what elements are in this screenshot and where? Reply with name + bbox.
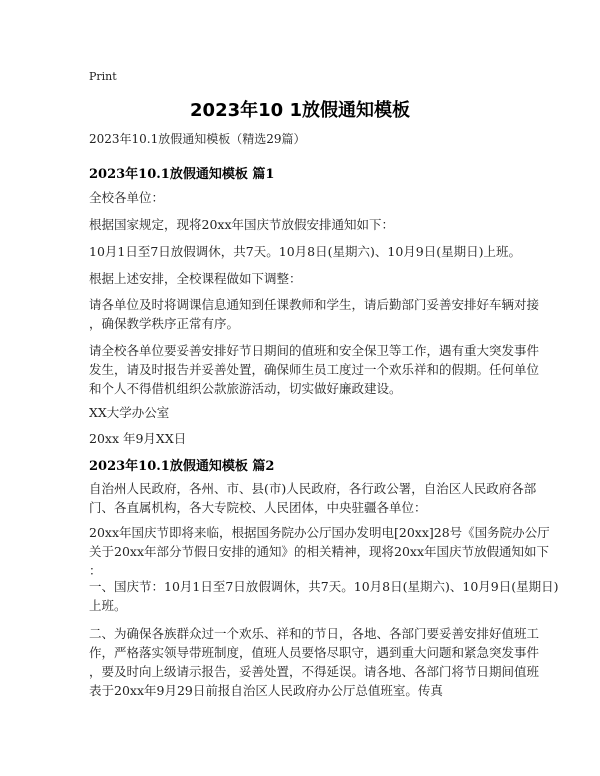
text-line: 请各单位及时将调课信息通知到任课教师和学生，请后勤部门妥善安排好车辆对接 — [89, 297, 540, 312]
document-subtitle: 2023年10.1放假通知模板（精选29篇） — [89, 132, 306, 146]
section-1-salutation: 全校各单位： — [89, 190, 165, 205]
section-1-paragraph-5 — [89, 295, 540, 333]
section-1-date: 20xx 年9月XX日 — [89, 431, 187, 446]
text-line: 上班。 — [89, 598, 127, 613]
text-line: 和个人不得借机组织公款旅游活动，切实做好廉政建设。 — [89, 381, 402, 396]
section-1-signature: XX大学办公室 — [89, 405, 170, 420]
text-line: ： — [89, 563, 102, 578]
text-line: 关于20xx年部分节假日安排的通知》的相关精神，现将20xx年国庆节放假通知如下 — [89, 544, 550, 559]
text-line: 自治州人民政府，各州、市、县(市)人民政府，各行政公署，自治区人民政府各部 — [89, 481, 537, 496]
text-line: 请全校各单位要妥善安排好节日期间的值班和安全保卫等工作，遇有重大突发事件 — [89, 343, 540, 358]
section-1-heading: 2023年10.1放假通知模板 篇1 — [89, 167, 275, 182]
section-1-paragraph-3: 10月1日至7日放假调休，共7天。10月8日(星期六)、10月9日(星期日)上班。 — [89, 244, 521, 259]
text-line: ，要及时向上级请示报告，妥善处置，不得延误。请各地、各部门将节日期间值班 — [89, 664, 540, 679]
section-2-paragraph-4 — [89, 624, 540, 700]
section-1-paragraph-6 — [89, 341, 540, 398]
text-line: 门、各直属机构，各大专院校、人民团体，中央驻疆各单位： — [89, 500, 427, 515]
print-label[interactable]: Print — [89, 70, 117, 83]
section-2-paragraph-3 — [89, 577, 559, 615]
document-title: 2023年10 1放假通知模板 — [190, 100, 410, 121]
text-line: 发生，请及时报告并妥善处置，确保师生员工度过一个欢乐祥和的假期。任何单位 — [89, 362, 540, 377]
text-line: ，确保教学秩序正常有序。 — [89, 316, 240, 331]
section-2-heading: 2023年10.1放假通知模板 篇2 — [89, 459, 275, 474]
section-2-paragraph-2 — [89, 523, 550, 580]
text-line: 20xx年国庆节即将来临，根据国务院办公厅国办发明电[20xx]28号《国务院办公厅 — [89, 525, 550, 540]
text-line: 作，严格落实领导带班制度，值班人员要恪尽职守，遇到重大问题和紧急突发事件 — [89, 645, 540, 660]
section-2-paragraph-1 — [89, 479, 537, 517]
text-line: 二、为确保各族群众过一个欢乐、祥和的节日，各地、各部门要妥善安排好值班工 — [89, 626, 540, 641]
section-1-paragraph-4: 根据上述安排，全校课程做如下调整： — [89, 271, 302, 286]
text-line: 表于20xx年9月29日前报自治区人民政府办公厅总值班室。传真 — [89, 683, 443, 698]
text-line: 一、国庆节：10月1日至7日放假调休，共7天。10月8日(星期六)、10月9日(星期日) — [89, 579, 559, 594]
section-1-paragraph-2: 根据国家规定，现将20xx年国庆节放假安排通知如下： — [89, 217, 395, 232]
